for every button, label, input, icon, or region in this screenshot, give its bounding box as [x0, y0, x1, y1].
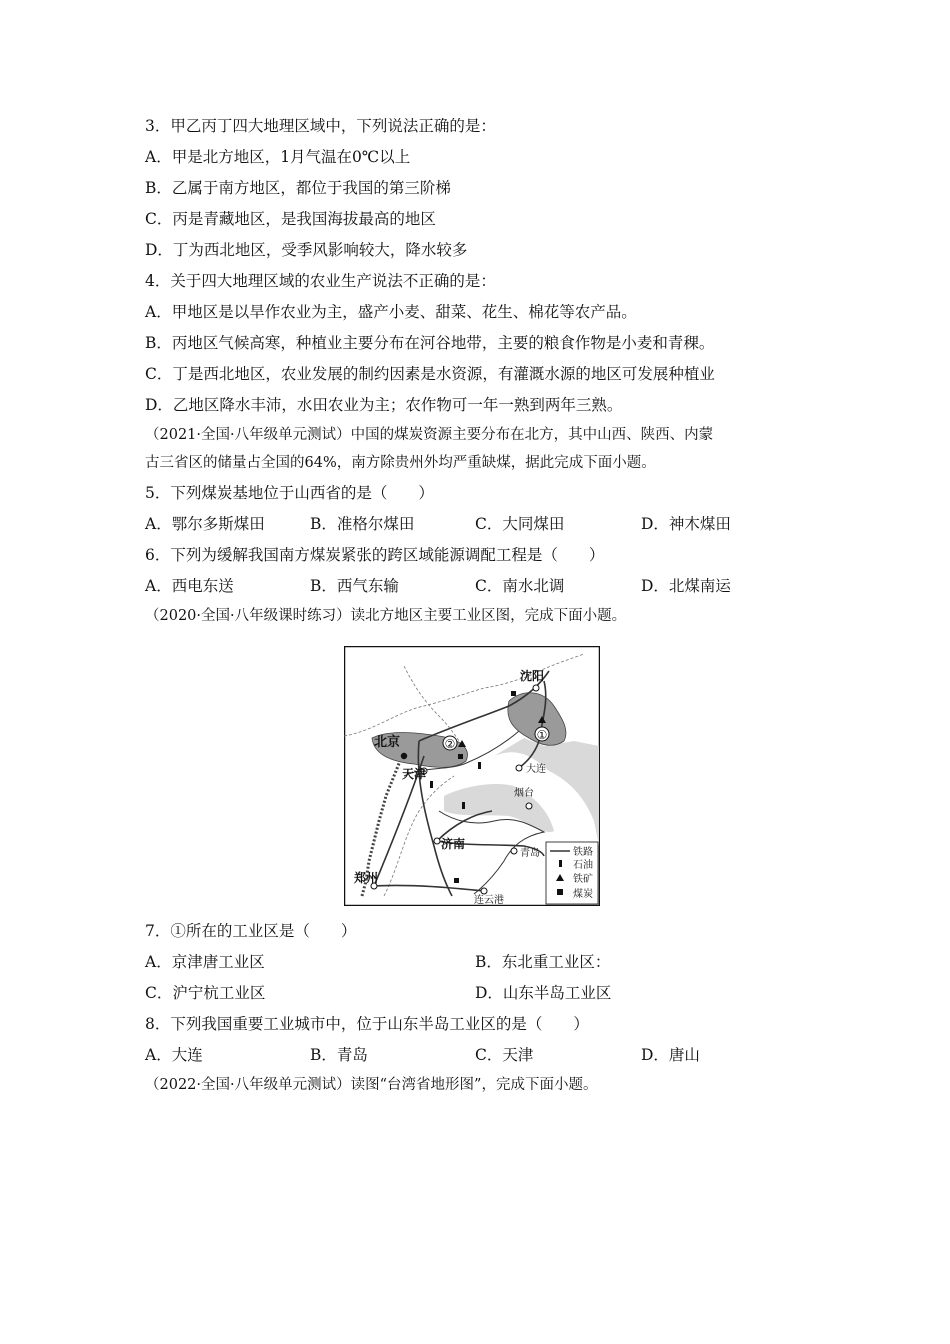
legend-coal-symbol	[557, 889, 563, 895]
q7-stem: 7．①所在的工业区是（ ）	[145, 922, 357, 940]
q5-option-a: A．鄂尔多斯煤田	[145, 515, 265, 533]
q8-stem: 8．下列我国重要工业城市中，位于山东半岛工业区的是（ ）	[145, 1015, 589, 1033]
q3-option-b: B．乙属于南方地区，都位于我国的第三阶梯	[145, 179, 451, 197]
legend-iron: 铁矿	[573, 874, 593, 885]
oil-symbol	[430, 781, 433, 788]
q4-option-a: A．甲地区是以旱作农业为主，盛产小麦、甜菜、花生、棉花等农产品。	[145, 303, 637, 321]
label-qingdao: 青岛	[520, 848, 540, 859]
label-yantai: 烟台	[514, 788, 534, 799]
q7-option-d: D．山东半岛工业区	[475, 984, 612, 1002]
city-dot-qingdao	[511, 848, 517, 854]
oil-symbol	[462, 802, 465, 809]
city-dot-beijing	[401, 753, 407, 759]
city-dot-lianyungang	[481, 888, 487, 894]
q7-option-c: C．沪宁杭工业区	[145, 984, 266, 1002]
city-dot-dalian	[516, 765, 522, 771]
intro-coal-line1: （2021·全国·八年级单元测试）中国的煤炭资源主要分布在北方，其中山西、陕西、内蒙	[145, 427, 714, 443]
q4-option-d: D．乙地区降水丰沛，水田农业为主；农作物可一年一熟到两年三熟。	[145, 396, 623, 414]
q7-option-b: B．东北重工业区：	[475, 953, 611, 971]
label-beijing: 北京	[374, 735, 401, 750]
q5-option-c: C．大同煤田	[475, 515, 565, 533]
q6-stem: 6．下列为缓解我国南方煤炭紧张的跨区域能源调配工程是（ ）	[145, 546, 605, 564]
legend-oil: 石油	[573, 860, 593, 871]
city-dot-yantai	[526, 803, 532, 809]
legend-coal: 煤炭	[573, 889, 593, 900]
label-lianyungang: 连云港	[474, 895, 504, 906]
marker-one: ①	[536, 728, 548, 742]
q6-option-d: D．北煤南运	[641, 577, 731, 595]
intro-taiwan: （2022·全国·八年级单元测试）读图“台湾省地形图”，完成下面小题。	[145, 1077, 598, 1093]
q8-option-a: A．大连	[145, 1046, 203, 1064]
north-industry-map	[344, 646, 600, 906]
city-dot-shenyang	[533, 685, 539, 691]
oil-symbol	[478, 762, 481, 769]
coal-symbol	[458, 754, 463, 759]
intro-industry: （2020·全国·八年级课时练习）读北方地区主要工业区图，完成下面小题。	[145, 608, 627, 624]
label-jinan: 济南	[441, 837, 466, 851]
q4-stem: 4．关于四大地理区域的农业生产说法不正确的是：	[145, 272, 496, 290]
q6-option-a: A．西电东送	[145, 577, 234, 595]
q7-option-a: A．京津唐工业区	[145, 953, 265, 971]
q8-option-d: D．唐山	[641, 1046, 700, 1064]
q4-option-c: C．丁是西北地区，农业发展的制约因素是水资源，有灌溉水源的地区可发展种植业	[145, 365, 715, 383]
label-dalian: 大连	[526, 764, 546, 775]
city-dot-jinan	[434, 838, 440, 844]
q5-option-d: D．神木煤田	[641, 515, 731, 533]
label-tianjin: 天津	[402, 767, 427, 781]
coal-symbol	[511, 691, 516, 696]
q3-option-a: A．甲是北方地区，1月气温在0℃以上	[145, 148, 411, 166]
legend-railway: 铁路	[573, 847, 593, 858]
q6-option-b: B．西气东输	[310, 577, 399, 595]
intro-coal-line2: 古三省区的储量占全国的64%，南方除贵州外均严重缺煤，据此完成下面小题。	[145, 455, 656, 471]
label-zhengzhou: 郑州	[354, 871, 379, 885]
q5-stem: 5．下列煤炭基地位于山西省的是（ ）	[145, 484, 434, 502]
q3-stem: 3．甲乙丙丁四大地理区域中，下列说法正确的是：	[145, 117, 496, 135]
q3-option-c: C．丙是青藏地区，是我国海拔最高的地区	[145, 210, 436, 228]
legend-oil-symbol	[559, 860, 562, 867]
q8-option-c: C．天津	[475, 1046, 534, 1064]
label-shenyang: 沈阳	[520, 669, 545, 683]
coal-symbol	[454, 878, 459, 883]
q5-option-b: B．准格尔煤田	[310, 515, 415, 533]
marker-two: ②	[444, 737, 456, 751]
q4-option-b: B．丙地区气候高寒，种植业主要分布在河谷地带，主要的粮食作物是小麦和青稞。	[145, 334, 715, 352]
q6-option-c: C．南水北调	[475, 577, 565, 595]
q8-option-b: B．青岛	[310, 1046, 368, 1064]
q3-option-d: D．丁为西北地区，受季风影响较大，降水较多	[145, 241, 468, 259]
